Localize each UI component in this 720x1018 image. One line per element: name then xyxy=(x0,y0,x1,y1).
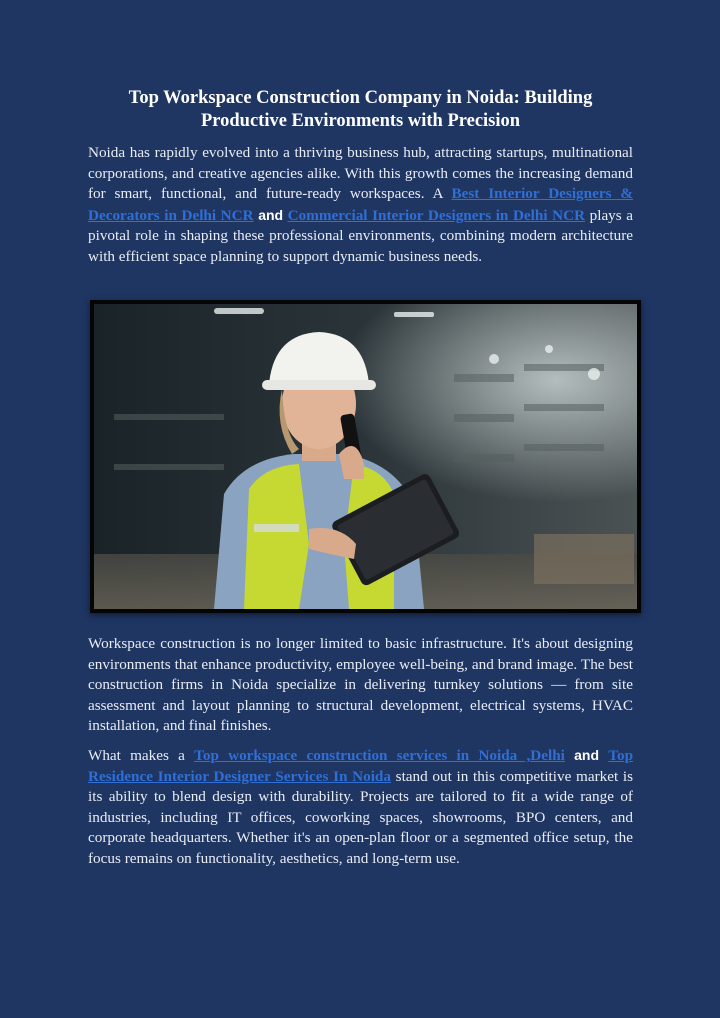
link-top-workspace-construction[interactable]: Top workspace construction services in Noida ,Delhi xyxy=(194,747,565,764)
worker-with-tablet-illustration xyxy=(94,304,637,609)
services-paragraph xyxy=(88,745,633,870)
link-commercial-interior-designers[interactable]: Commercial Interior Designers in Delhi NCR xyxy=(287,206,586,224)
intro-paragraph xyxy=(88,143,633,268)
conjunction-and-2: and xyxy=(574,747,600,763)
intro-text-a: Noida has rapidly evolved into a thriving business hub, attracting startups, multinational corporations, and creative agencies alike. With this growth comes the increasing demand for smart, functional, and future-ready workspaces. A xyxy=(88,144,633,203)
intro-text-b: plays a pivotal role in shaping these professional environments, combining modern architecture with efficient space planning to support dynamic business needs. xyxy=(88,206,634,265)
services-text-b: stand out in this competitive market is its ability to blend design with durability. Projects are tailored to fit a wide range of industries, including IT offices, coworking spaces, showrooms, BPO centers, and corporate headquarters. Whether it's an open-plan floor or a segmented office setup, the focus remains on functionality, aesthetics, and long-term use. xyxy=(88,767,633,867)
hero-photo xyxy=(90,300,641,613)
conjunction-and: and xyxy=(258,206,284,223)
services-text-a: What makes a xyxy=(88,747,195,764)
page-title: Top Workspace Construction Company in Noida: Building Productive Environments with Precision xyxy=(128,88,593,131)
link-top-residence-interior[interactable]: Top Residence Interior Designer Services In Noida xyxy=(88,747,634,785)
construction-paragraph: Workspace construction is no longer limited to basic infrastructure. It's about designing environments that enhance productivity, employee well-being, and brand image. The best construction firms in Noida specialize in delivering turnkey solutions — from site assessment and layout planning to structural development, electrical systems, HVAC installation, and final finishes. xyxy=(88,635,633,735)
link-best-interior-designers[interactable]: Best Interior Designers & Decorators in Delhi NCR xyxy=(88,185,633,224)
